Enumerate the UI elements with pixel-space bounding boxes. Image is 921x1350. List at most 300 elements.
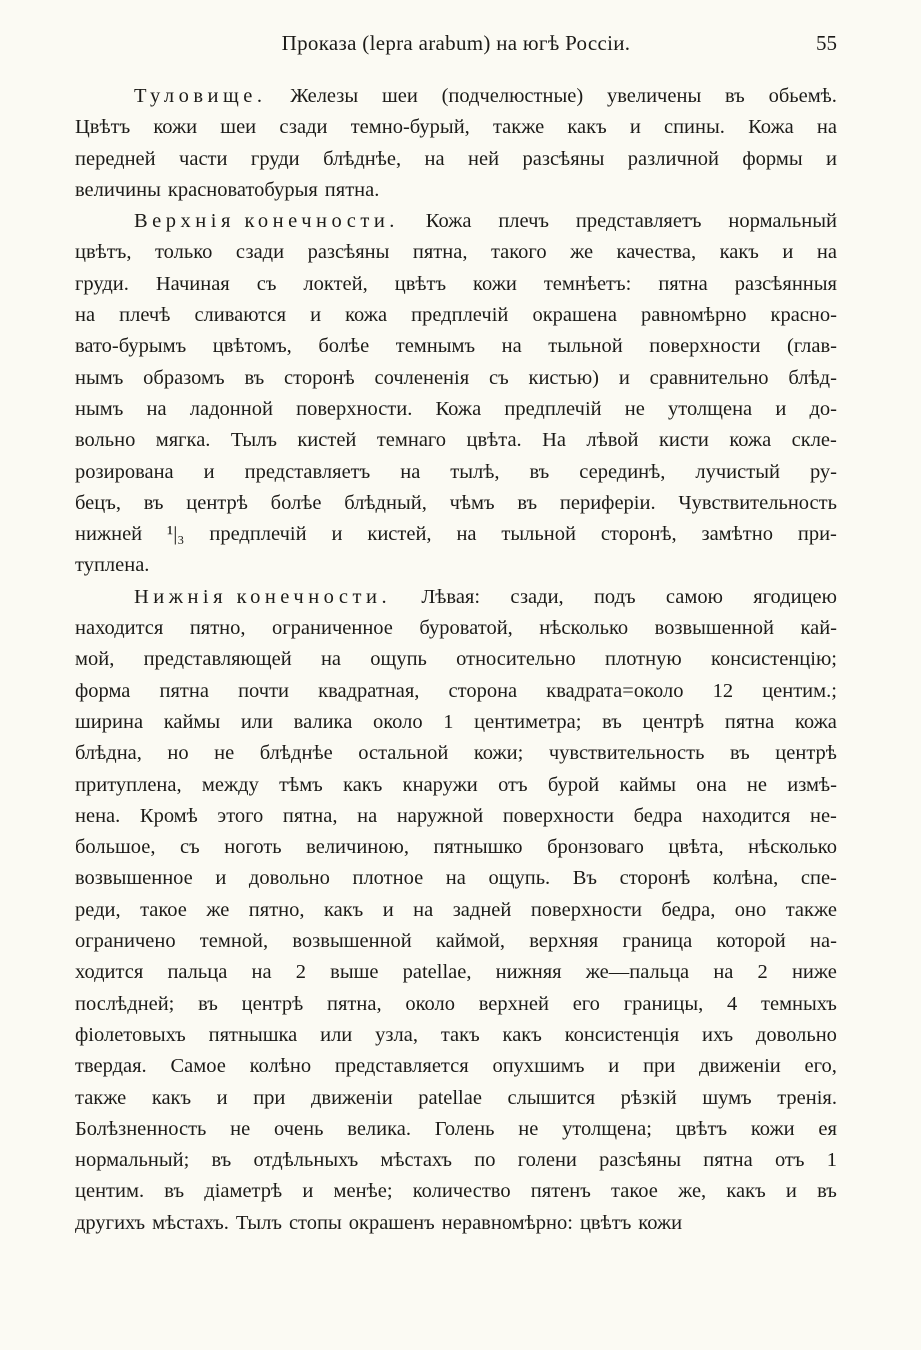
word: ограниченное (272, 617, 393, 640)
word: возвышенной (292, 930, 412, 953)
word: центим.; (762, 679, 837, 702)
text-line (75, 81, 837, 112)
word: движеніи (699, 1055, 781, 1078)
word: сторонѣ, (600, 523, 677, 546)
word: передней (75, 147, 156, 170)
word: довольно (755, 1023, 837, 1046)
word: и (203, 460, 215, 483)
word: такого (490, 241, 547, 264)
word: неравномѣрно: (441, 1211, 573, 1234)
word: притуплена, (75, 773, 182, 796)
word: квадрата=около (546, 679, 684, 702)
word: окрашенъ (348, 1211, 435, 1234)
word: Въ (572, 867, 598, 890)
word: чѣмъ (449, 491, 495, 514)
word: голени (517, 1149, 577, 1172)
word: кожа (794, 710, 837, 733)
word: до- (809, 397, 837, 420)
text-line (75, 738, 837, 769)
text-line (75, 269, 837, 300)
word: на (75, 304, 96, 327)
word: нена. (75, 804, 121, 827)
word: темныхъ (761, 992, 837, 1015)
word: границы, (623, 992, 704, 1015)
text-line (75, 1208, 837, 1239)
word: консистенцію; (710, 648, 837, 671)
word: опухшимъ (492, 1055, 585, 1078)
word: темнѣетъ: (543, 272, 632, 295)
word: не (214, 742, 235, 765)
word: съ (488, 366, 509, 389)
word: сторона (448, 679, 518, 702)
word: Самое (170, 1055, 226, 1078)
word: не (746, 773, 767, 796)
word: центрѣ (775, 742, 837, 765)
word: остальной (358, 742, 449, 765)
word: менѣе; (333, 1180, 393, 1203)
word: граница (622, 930, 693, 953)
text-line (75, 832, 837, 863)
running-header (75, 31, 837, 61)
word: между (201, 773, 259, 796)
word: рѣзкій (620, 1086, 677, 1109)
word: ноготь (224, 836, 282, 859)
word: и (216, 1086, 228, 1109)
word: также (75, 1086, 127, 1109)
running-title: Проказа (lepra arabum) на югѣ Россіи. (281, 31, 631, 55)
word: пятна, (412, 241, 468, 264)
word: patellae, (402, 961, 472, 984)
word: другихъ (75, 1211, 146, 1234)
word: и (775, 397, 787, 420)
word: шеи (220, 116, 257, 139)
word: не (230, 1117, 251, 1140)
word: блѣд- (788, 366, 837, 389)
word: въ (602, 710, 622, 733)
word: равномѣрно (641, 304, 747, 327)
text-line (75, 112, 837, 143)
word: тыльной (548, 335, 623, 358)
word: красноватобурыя (167, 178, 318, 201)
word: кистей (297, 429, 357, 452)
word: на (146, 397, 167, 420)
word: розирована (75, 460, 174, 483)
word: patellae (418, 1086, 482, 1109)
text-line (75, 488, 837, 519)
word: тренія. (777, 1086, 837, 1109)
word: верхняя (529, 930, 599, 953)
word: сзади, (510, 585, 564, 608)
paragraph (75, 582, 837, 1239)
word: 1 (826, 1149, 837, 1172)
word: пятна, (327, 992, 382, 1015)
word: же, (678, 1180, 707, 1203)
word: цвѣтъ (675, 1117, 728, 1140)
word: реди, (75, 898, 121, 921)
word: ¹|₃ (167, 523, 185, 546)
word: каймы (163, 710, 221, 733)
word: по (474, 1149, 496, 1172)
word: кисти (658, 429, 709, 452)
word: поверхности (502, 804, 614, 827)
word: представляется (334, 1055, 469, 1078)
word: на (456, 523, 477, 546)
word: и (782, 241, 794, 264)
word: различной (627, 147, 719, 170)
word: цвѣтъ, (75, 241, 132, 264)
word: пятна (724, 710, 775, 733)
word: цвѣтомъ, (212, 335, 292, 358)
word: бурой (547, 773, 600, 796)
word: очень (274, 1117, 324, 1140)
word: центрѣ (642, 710, 705, 733)
word: какъ (323, 898, 364, 921)
text-line (75, 300, 837, 331)
word: которой (716, 930, 786, 953)
word: темно-бурый, (350, 116, 470, 139)
word: туплена. (75, 554, 150, 577)
word: сливаются (194, 304, 287, 327)
word: 1 (443, 710, 454, 733)
word: съ (180, 836, 200, 859)
word: кожа (729, 429, 772, 452)
word: или (240, 710, 273, 733)
word: 2 (295, 961, 306, 984)
word: ладонной (189, 397, 273, 420)
word: только (154, 241, 213, 264)
word: валика (293, 710, 353, 733)
word: и (826, 147, 837, 170)
text-line (75, 770, 837, 801)
word: она (696, 773, 727, 796)
word: пальца (167, 961, 228, 984)
word: нормальный; (75, 1149, 190, 1172)
word: центиметра; (474, 710, 582, 733)
word: Лѣвая: (421, 585, 481, 608)
word: относительно (456, 648, 576, 671)
word: также (785, 898, 837, 921)
word: подъ (593, 585, 636, 608)
word: нижней (75, 523, 143, 546)
word: спе- (800, 867, 837, 890)
word: блѣднѣе (259, 742, 333, 765)
word: поверхности (530, 898, 642, 921)
word: бедра, (661, 898, 716, 921)
word: и (310, 304, 322, 327)
word: и (302, 1180, 314, 1203)
word: представляетъ (244, 460, 371, 483)
word: кожи (638, 1211, 683, 1234)
word: такое (140, 898, 187, 921)
word: отъ (774, 1149, 805, 1172)
paragraph (75, 206, 837, 582)
word: ру- (809, 460, 837, 483)
word: сравнительно (649, 366, 769, 389)
word: утолщена (668, 397, 753, 420)
word: колѣна, (712, 867, 779, 890)
word: мой, (75, 648, 115, 671)
text-line (75, 801, 837, 832)
word: при- (797, 523, 837, 546)
word: въ (517, 491, 538, 514)
word: около (372, 710, 423, 733)
word: цвѣтъ (579, 1211, 632, 1234)
word: шумъ (702, 1086, 752, 1109)
word: болѣе (318, 335, 370, 358)
word: пятна (703, 1149, 753, 1172)
word: какъ (151, 1086, 192, 1109)
word: кожи (750, 1117, 795, 1140)
text-line (75, 957, 837, 988)
word: ограничено (75, 930, 176, 953)
word: груди. (75, 272, 129, 295)
word: центим. (75, 1180, 145, 1203)
word: же—пальца (585, 961, 690, 984)
word: буроватой, (419, 617, 513, 640)
word: груди (250, 147, 300, 170)
word: блѣдный, (344, 491, 427, 514)
word: ихъ (702, 1023, 734, 1046)
word: какъ (719, 241, 759, 264)
word: чувствительность (548, 742, 705, 765)
word: Чувствительность (678, 491, 837, 514)
word: бронзоваго (547, 836, 644, 859)
word: и (629, 116, 641, 139)
text-line (75, 863, 837, 894)
word: нижняя (495, 961, 562, 984)
word: въ (725, 85, 745, 107)
word: центрѣ (241, 992, 304, 1015)
word: Тылъ (230, 429, 277, 452)
word: довольно (248, 867, 330, 890)
word: бецъ, (75, 491, 121, 514)
word: представляетъ (575, 210, 702, 233)
word: такое (611, 1180, 658, 1203)
word: разсѣянныя (734, 272, 837, 295)
word: форма (75, 679, 131, 702)
word: отдѣльныхъ (253, 1149, 359, 1172)
word: консистенція (564, 1023, 680, 1046)
word: кистью) (528, 366, 599, 389)
text-line (75, 1083, 837, 1114)
word: Кожа (425, 210, 472, 233)
word: пятенъ (530, 1180, 591, 1203)
word: локтей, (303, 272, 368, 295)
word: лучистый (695, 460, 780, 483)
word: на (445, 867, 466, 890)
word: не (518, 1117, 539, 1140)
text-line (75, 1051, 837, 1082)
word: ягодицею (753, 585, 837, 608)
word: какъ (343, 773, 383, 796)
word: движеніи (310, 1086, 393, 1109)
word: 4 (727, 992, 738, 1015)
word: верхней (478, 992, 549, 1015)
word: блѣдна, (75, 742, 142, 765)
word: скле- (791, 429, 837, 452)
word: въ (211, 1149, 232, 1172)
word: плечъ (498, 210, 550, 233)
word: фіолетовыхъ (75, 1023, 186, 1046)
word: пятна. (324, 178, 380, 201)
word: сочлененія (374, 366, 470, 389)
word: возвышенной (654, 617, 774, 640)
word: предплечій (209, 523, 307, 546)
word: Голень (434, 1117, 495, 1140)
word: спины. (663, 116, 725, 139)
word: разсѣяны (522, 147, 605, 170)
word: около (405, 992, 455, 1015)
word: въ (164, 1180, 185, 1203)
word: задней (452, 898, 512, 921)
word: тыльной (501, 523, 576, 546)
word: вольно (75, 429, 136, 452)
word: увеличены (606, 85, 702, 107)
word: Цвѣтъ (75, 116, 131, 139)
word: Кожа (435, 397, 482, 420)
word: пятнышко (433, 836, 523, 859)
word: кожа (345, 304, 388, 327)
word: темной, (199, 930, 269, 953)
text-line (75, 676, 837, 707)
word: 12 (712, 679, 734, 702)
word: формы (742, 147, 803, 170)
paragraph (75, 81, 837, 206)
word: нымъ (75, 366, 124, 389)
word: нормальный (728, 210, 837, 233)
word: периферіи. (559, 491, 656, 514)
word: образомъ (143, 366, 225, 389)
word: твердая. (75, 1055, 147, 1078)
word: лѣвой (586, 429, 639, 452)
word: поверхности. (296, 397, 413, 420)
word: предплечій (411, 304, 509, 327)
word: красно- (770, 304, 837, 327)
word: разсѣяны (599, 1149, 682, 1172)
text-line (75, 519, 837, 550)
word: въ (529, 460, 550, 483)
word: но (167, 742, 189, 765)
word: обьемѣ. (768, 85, 837, 107)
word: сзади (279, 116, 328, 139)
word: кожи (153, 116, 198, 139)
text-line (75, 175, 837, 206)
section-heading: Верхнія конечности. (134, 210, 399, 233)
word: сзади (235, 241, 285, 264)
word: серединѣ, (579, 460, 666, 483)
text-line (75, 1176, 837, 1207)
word: сторонѣ (619, 867, 691, 890)
word: ниже (791, 961, 837, 984)
word: цвѣтъ (394, 272, 447, 295)
text-line (75, 206, 837, 237)
word: выше (330, 961, 379, 984)
word: не (624, 397, 645, 420)
word: на (501, 335, 522, 358)
word: въ (244, 366, 265, 389)
word: также (492, 116, 545, 139)
word: самою (665, 585, 723, 608)
word: Кожа (748, 116, 794, 139)
word: на- (810, 930, 837, 953)
word: же (206, 898, 230, 921)
word: величиною, (306, 836, 409, 859)
word: ощупь (370, 648, 427, 671)
word: плотное (352, 867, 424, 890)
text-line (75, 550, 837, 581)
word: вато-бурымъ (75, 335, 187, 358)
word: сторонѣ (284, 366, 355, 389)
word: на (320, 648, 342, 671)
word: на (816, 116, 837, 139)
word: такъ (440, 1023, 480, 1046)
word: мѣстахъ. (152, 1211, 229, 1234)
word: (подчелюстные) (441, 85, 584, 107)
word: нѣсколько (539, 617, 629, 640)
section-heading: Нижнія конечности. (134, 585, 392, 608)
text-line (75, 237, 837, 268)
word: наружной (396, 804, 484, 827)
word: ней (468, 147, 500, 170)
word: шеи (381, 85, 418, 107)
word: и (608, 1055, 620, 1078)
section-heading: Туловище. (134, 85, 267, 107)
word: съ (256, 272, 277, 295)
word: отъ (498, 773, 528, 796)
word: на (357, 804, 378, 827)
word: разсѣяны (307, 241, 390, 264)
text-line (75, 926, 837, 957)
word: оно (734, 898, 767, 921)
word: узла, (375, 1023, 418, 1046)
text-line (75, 895, 837, 926)
word: Кромѣ (139, 804, 198, 827)
word: кожи (473, 272, 517, 295)
word: Железы (290, 85, 359, 107)
word: цвѣта, (668, 836, 724, 859)
text-line (75, 363, 837, 394)
word: велика. (347, 1117, 411, 1140)
text-line (75, 331, 837, 362)
page-number: 55 (816, 31, 837, 55)
word: кожи; (473, 742, 524, 765)
word: на (424, 147, 445, 170)
word: колѣно (249, 1055, 312, 1078)
word: тылѣ, (450, 460, 500, 483)
word: пятно, (248, 898, 305, 921)
word: въ (729, 742, 750, 765)
word: каймой, (435, 930, 506, 953)
word: ощупь. (488, 867, 551, 890)
word: какъ (567, 116, 607, 139)
word: на (816, 241, 837, 264)
word: части (179, 147, 228, 170)
word: центрѣ (186, 491, 248, 514)
word: послѣдней; (75, 992, 175, 1015)
word: на (251, 961, 272, 984)
word: на (413, 898, 434, 921)
word: бедра (633, 804, 683, 827)
word: на (713, 961, 734, 984)
word: не- (809, 804, 837, 827)
word: предплечій (504, 397, 602, 420)
word: въ (143, 491, 164, 514)
word: Начиная (155, 272, 230, 295)
word: и (618, 366, 630, 389)
word: ея (818, 1117, 837, 1140)
word: блѣднѣе, (323, 147, 402, 170)
word: ходится (75, 961, 144, 984)
